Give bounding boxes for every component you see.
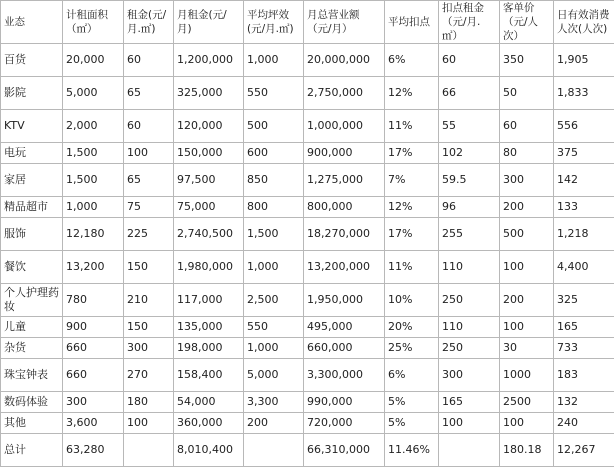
table-cell: 325	[554, 284, 614, 317]
table-row	[1, 218, 614, 251]
table-cell: 60	[500, 110, 554, 143]
table-cell: 132	[554, 392, 614, 413]
table-cell: 1,500	[63, 164, 124, 197]
table-cell: 5%	[385, 392, 439, 413]
row-label-cell: 儿童	[1, 317, 63, 338]
table-cell	[244, 434, 304, 467]
column-header: 客单价（元/人次）	[500, 1, 554, 44]
row-label-cell: 餐饮	[1, 251, 63, 284]
table-cell: 11%	[385, 251, 439, 284]
table-cell: 240	[554, 413, 614, 434]
table-cell: 65	[124, 164, 174, 197]
table-cell: 100	[124, 143, 174, 164]
column-header: 日有效消费人次(人次)	[554, 1, 614, 44]
table-row	[1, 44, 614, 77]
table-cell: 11.46%	[385, 434, 439, 467]
row-label-cell: 电玩	[1, 143, 63, 164]
table-cell: 13,200,000	[304, 251, 385, 284]
table-cell: 500	[244, 110, 304, 143]
table-cell: 556	[554, 110, 614, 143]
table-cell: 63,280	[63, 434, 124, 467]
table-cell: 1,833	[554, 77, 614, 110]
table-row	[1, 317, 614, 338]
column-header: 租金(元/月.㎡)	[124, 1, 174, 44]
table-cell: 102	[439, 143, 500, 164]
table-cell: 800,000	[304, 197, 385, 218]
table-cell: 133	[554, 197, 614, 218]
row-label-cell: 影院	[1, 77, 63, 110]
table-cell: 2,000	[63, 110, 124, 143]
table-cell: 1,200,000	[174, 44, 244, 77]
table-cell: 500	[500, 218, 554, 251]
row-label-cell: 其他	[1, 413, 63, 434]
table-cell: 20%	[385, 317, 439, 338]
table-cell: 75,000	[174, 197, 244, 218]
table-cell: 900	[63, 317, 124, 338]
table-cell: 96	[439, 197, 500, 218]
table-cell: 6%	[385, 359, 439, 392]
table-cell: 17%	[385, 218, 439, 251]
row-label-cell: 个人护理药妆	[1, 284, 63, 317]
table-cell: 12%	[385, 77, 439, 110]
table-cell: 5,000	[63, 77, 124, 110]
table-cell: 100	[500, 251, 554, 284]
table-cell: 255	[439, 218, 500, 251]
table-cell: 135,000	[174, 317, 244, 338]
table-cell: 1,000	[63, 197, 124, 218]
table-cell: 270	[124, 359, 174, 392]
table-cell: 300	[124, 338, 174, 359]
table-cell: 3,300	[244, 392, 304, 413]
table-cell: 12,180	[63, 218, 124, 251]
column-header: 平均扣点	[385, 1, 439, 44]
table-cell: 3,600	[63, 413, 124, 434]
row-label-cell: 珠宝钟表	[1, 359, 63, 392]
table-cell: 250	[439, 284, 500, 317]
table-cell: 50	[500, 77, 554, 110]
table-cell: 1,000	[244, 338, 304, 359]
table-cell: 55	[439, 110, 500, 143]
column-header: 月总营业额（元/月）	[304, 1, 385, 44]
table-cell: 780	[63, 284, 124, 317]
row-label-cell: 杂货	[1, 338, 63, 359]
table-cell: 65	[124, 77, 174, 110]
row-label-cell: 家居	[1, 164, 63, 197]
row-label-cell: 总计	[1, 434, 63, 467]
table-cell: 733	[554, 338, 614, 359]
table-cell: 158,400	[174, 359, 244, 392]
row-label-cell: 服饰	[1, 218, 63, 251]
table-cell: 325,000	[174, 77, 244, 110]
column-header: 计租面积（㎡）	[63, 1, 124, 44]
table-row	[1, 338, 614, 359]
row-label-cell: 精品超市	[1, 197, 63, 218]
table-cell: 360,000	[174, 413, 244, 434]
table-row	[1, 392, 614, 413]
table-cell: 225	[124, 218, 174, 251]
table-cell: 1,000,000	[304, 110, 385, 143]
table-cell: 1,275,000	[304, 164, 385, 197]
table-cell: 18,270,000	[304, 218, 385, 251]
table-cell: 2500	[500, 392, 554, 413]
table-cell: 1,500	[63, 143, 124, 164]
header-row	[1, 1, 614, 44]
table-cell: 97,500	[174, 164, 244, 197]
table-cell: 20,000	[63, 44, 124, 77]
table-cell: 60	[439, 44, 500, 77]
table-cell: 13,200	[63, 251, 124, 284]
table-body	[1, 44, 614, 467]
table-cell: 12,267	[554, 434, 614, 467]
table-cell: 25%	[385, 338, 439, 359]
table-cell: 210	[124, 284, 174, 317]
table-cell: 20,000,000	[304, 44, 385, 77]
column-header: 扣点租金（元/月.㎡）	[439, 1, 500, 44]
table-cell	[439, 434, 500, 467]
table-cell: 180.18	[500, 434, 554, 467]
table-cell: 660	[63, 359, 124, 392]
table-cell: 10%	[385, 284, 439, 317]
table-cell: 60	[124, 110, 174, 143]
table-row	[1, 164, 614, 197]
table-cell: 300	[439, 359, 500, 392]
table-cell: 7%	[385, 164, 439, 197]
table-cell: 550	[244, 77, 304, 110]
table-cell: 100	[500, 317, 554, 338]
table-cell: 165	[439, 392, 500, 413]
table-cell: 59.5	[439, 164, 500, 197]
table-cell: 54,000	[174, 392, 244, 413]
table-cell: 1,218	[554, 218, 614, 251]
table-cell: 150	[124, 251, 174, 284]
table-cell: 100	[500, 413, 554, 434]
table-cell: 3,300,000	[304, 359, 385, 392]
table-cell: 75	[124, 197, 174, 218]
table-cell: 100	[439, 413, 500, 434]
table-cell: 110	[439, 251, 500, 284]
table-row	[1, 197, 614, 218]
table-cell: 66	[439, 77, 500, 110]
table-row	[1, 110, 614, 143]
table-cell: 1,500	[244, 218, 304, 251]
table-cell: 180	[124, 392, 174, 413]
column-header: 月租金(元/月)	[174, 1, 244, 44]
table-row	[1, 284, 614, 317]
table-cell: 850	[244, 164, 304, 197]
table-cell: 80	[500, 143, 554, 164]
column-header: 平均坪效(元/月.㎡)	[244, 1, 304, 44]
table-row	[1, 251, 614, 284]
table-cell: 2,750,000	[304, 77, 385, 110]
table-cell: 1,000	[244, 251, 304, 284]
table-cell: 600	[244, 143, 304, 164]
table-cell: 12%	[385, 197, 439, 218]
table-cell: 5,000	[244, 359, 304, 392]
table-cell: 117,000	[174, 284, 244, 317]
table-cell: 2,740,500	[174, 218, 244, 251]
table-cell: 1,980,000	[174, 251, 244, 284]
table-cell: 150	[124, 317, 174, 338]
table-cell: 4,400	[554, 251, 614, 284]
table-cell: 350	[500, 44, 554, 77]
table-cell: 550	[244, 317, 304, 338]
row-label-cell: 百货	[1, 44, 63, 77]
table-cell: 200	[500, 284, 554, 317]
table-cell: 30	[500, 338, 554, 359]
table-cell: 60	[124, 44, 174, 77]
table-cell: 200	[244, 413, 304, 434]
table-cell: 66,310,000	[304, 434, 385, 467]
table-cell: 5%	[385, 413, 439, 434]
table-cell: 17%	[385, 143, 439, 164]
table-cell	[124, 434, 174, 467]
table-row	[1, 143, 614, 164]
table-cell: 300	[63, 392, 124, 413]
table-cell: 6%	[385, 44, 439, 77]
table-cell: 1000	[500, 359, 554, 392]
table-cell: 990,000	[304, 392, 385, 413]
table-cell: 495,000	[304, 317, 385, 338]
total-row	[1, 434, 614, 467]
table-cell: 165	[554, 317, 614, 338]
table-cell: 375	[554, 143, 614, 164]
table-cell: 198,000	[174, 338, 244, 359]
table-cell: 300	[500, 164, 554, 197]
table-cell: 720,000	[304, 413, 385, 434]
table-row	[1, 413, 614, 434]
table-row	[1, 359, 614, 392]
table-cell: 1,950,000	[304, 284, 385, 317]
table-cell: 250	[439, 338, 500, 359]
table-cell: 2,500	[244, 284, 304, 317]
table-cell: 142	[554, 164, 614, 197]
table-cell: 200	[500, 197, 554, 218]
table-cell: 11%	[385, 110, 439, 143]
row-label-cell: 数码体验	[1, 392, 63, 413]
table-cell: 1,000	[244, 44, 304, 77]
row-label-cell: KTV	[1, 110, 63, 143]
table-cell: 183	[554, 359, 614, 392]
table-cell: 150,000	[174, 143, 244, 164]
table-cell: 660,000	[304, 338, 385, 359]
table-cell: 110	[439, 317, 500, 338]
table-cell: 1,905	[554, 44, 614, 77]
table-cell: 100	[124, 413, 174, 434]
table-cell: 8,010,400	[174, 434, 244, 467]
table-cell: 660	[63, 338, 124, 359]
table-row	[1, 77, 614, 110]
table-cell: 800	[244, 197, 304, 218]
table-cell: 120,000	[174, 110, 244, 143]
table-cell: 900,000	[304, 143, 385, 164]
column-header: 业态	[1, 1, 63, 44]
